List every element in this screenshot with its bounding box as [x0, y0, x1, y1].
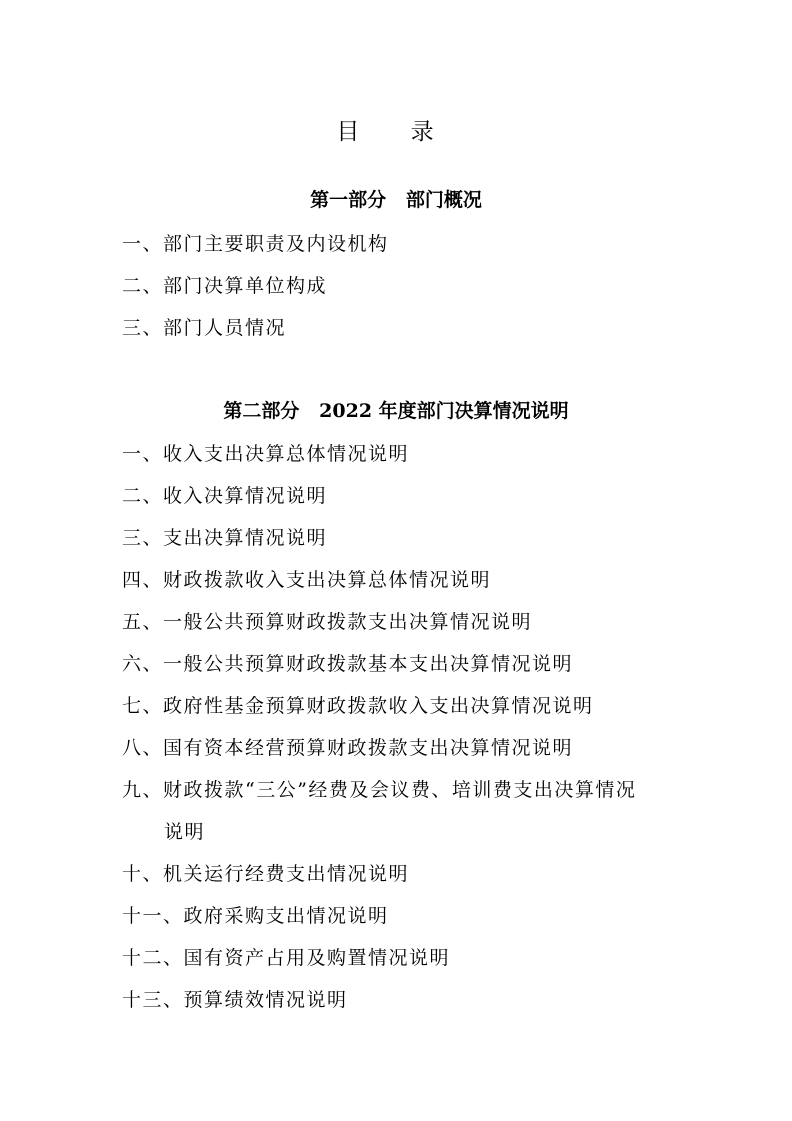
toc-item-part1-2[interactable]: 二、部门决算单位构成	[122, 275, 328, 297]
toc-item-part2-6[interactable]: 六、一般公共预算财政拨款基本支出决算情况说明	[122, 653, 574, 675]
toc-item-part2-10[interactable]: 十、机关运行经费支出情况说明	[122, 863, 410, 885]
toc-item-part2-1[interactable]: 一、收入支出决算总体情况说明	[122, 443, 410, 465]
toc-item-part2-9[interactable]: 九、财政拨款“三公”经费及会议费、培训费支出决算情况	[122, 779, 637, 801]
part1-heading: 第一部分 部门概况	[310, 189, 482, 211]
toc-item-part1-1[interactable]: 一、部门主要职责及内设机构	[122, 233, 389, 255]
toc-item-part2-12[interactable]: 十二、国有资产占用及购置情况说明	[122, 947, 451, 969]
toc-item-part2-8[interactable]: 八、国有资本经营预算财政拨款支出决算情况说明	[122, 737, 574, 759]
part2-heading: 第二部分 2022 年度部门决算情况说明	[223, 400, 569, 422]
toc-item-part2-3[interactable]: 三、支出决算情况说明	[122, 527, 328, 549]
toc-item-part2-13[interactable]: 十三、预算绩效情况说明	[122, 989, 348, 1011]
toc-item-part2-5[interactable]: 五、一般公共预算财政拨款支出决算情况说明	[122, 611, 533, 633]
toc-item-part2-4[interactable]: 四、财政拨款收入支出决算总体情况说明	[122, 569, 492, 591]
page-title: 目 录	[336, 119, 456, 146]
toc-item-part2-11[interactable]: 十一、政府采购支出情况说明	[122, 905, 389, 927]
toc-item-part2-2[interactable]: 二、收入决算情况说明	[122, 485, 328, 507]
toc-item-part2-7[interactable]: 七、政府性基金预算财政拨款收入支出决算情况说明	[122, 695, 594, 717]
toc-item-part1-3[interactable]: 三、部门人员情况	[122, 317, 287, 339]
toc-item-part2-9-continuation[interactable]: 说明	[164, 821, 206, 843]
